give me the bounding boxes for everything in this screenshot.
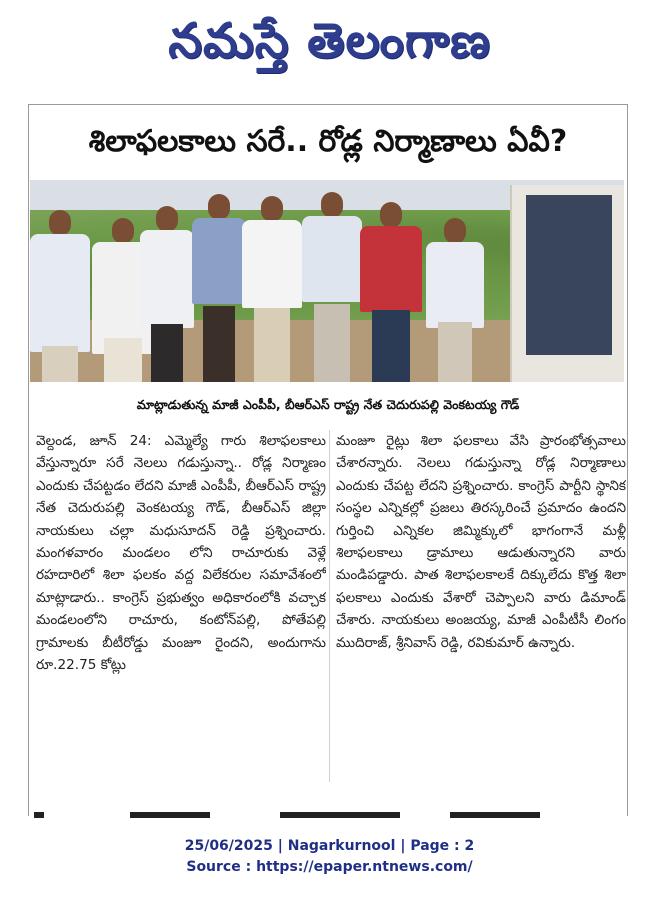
source-link[interactable]: Source : https://epaper.ntnews.com/	[186, 859, 473, 875]
article-body-right-column: మంజూ రైట్లు శిలా ఫలకాలు వేసి ప్రారంభోత్సవాలు చేశారన్నారు. నెలలు గడుస్తున్నా రోడ్ల నిర్మాణాలు ఎందుకు చేపట్ట లేదని ప్రశ్నించారు. కాంగ్రెస్ పార్టీని స్థానిక సంస్థల ఎన్నికల్లో ప్రజలు తిరస్కరించే ప్రమాదం ఉందని గుర్తించి ఎన్నికల జిమ్మిక్కులో భాగంగానే మళ్లీ శిలాఫలకాలు డ్రామాలు ఆడుతున్నారని వారు మండిపడ్డారు. పాత శిలాఫలకాలకే దిక్కులేదు కొత్త శిలా ఫలకాలు ఎందుకు వేశారో చెప్పాలని వారు డిమాండ్ చేశారు. నాయకులు అంజయ్య, మాజీ ఎంపీటీసీ లింగం ముదిరాజ్, శ్రీనివాస్ రెడ్డి, రవికుమార్ ఉన్నారు.	[336, 433, 626, 651]
cropped-next-article-edge	[30, 812, 626, 818]
person-figure	[192, 186, 246, 382]
masthead	[0, 6, 659, 76]
person-figure	[30, 192, 90, 382]
page-footer	[0, 836, 659, 878]
article-headline: శిలాఫలకాలు సరే.. రోడ్ల నిర్మాణాలు ఏవీ?	[88, 124, 568, 159]
article-photo	[30, 180, 624, 382]
person-figure	[360, 190, 422, 382]
person-figure	[242, 186, 302, 382]
person-figure	[426, 202, 484, 382]
column-divider	[329, 430, 330, 782]
plaque-inscription-panel	[526, 195, 612, 355]
newspaper-logo: నమస్తే తెలంగాణ	[168, 13, 491, 69]
edition-info: 25/06/2025 | Nagarkurnool | Page : 2	[184, 838, 475, 854]
photo-caption: మాట్లాడుతున్న మాజీ ఎంపీపీ, బీఆర్ఎస్ రాష్ట్ర నేత చెదురుపల్లి వెంకటయ్య గౌడ్	[136, 397, 520, 412]
person-figure	[140, 194, 194, 382]
person-figure	[302, 186, 362, 382]
foundation-stone-plaque	[510, 185, 624, 382]
article-body-left-column: వెల్దండ, జూన్ 24: ఎమ్మెల్యే గారు శిలాఫలకాలు వేస్తున్నారూ సరే నెలలు గడుస్తున్నా.. రోడ్ల నిర్మాణం ఎందుకు చేపట్టడం లేదని మాజీ ఎంపీపీ, బీఆర్ఎస్ రాష్ట్ర నేత చెదురుపల్లి వెంకటయ్య గౌడ్, బీఆర్ఎస్ జిల్లా నాయకులు చల్లా మధుసూదన్ రెడ్డి ప్రశ్నించారు. మంగళవారం మండలం లోని రాచూరుకు వెళ్లే రహదారిలో శిలా ఫలకం వద్ద విలేకరుల సమావేశంలో మాట్లాడారు.. కాంగ్రెస్ ప్రభుత్వం అధికారంలోకి వచ్చాక మండలంలోని రాచూరు, కంటోన్‌పల్లి, పోతేపల్లి గ్రామాలకు బీటీరోడ్డు మంజూ రైందని, అందుగాను రూ.22.75 కోట్లు	[36, 433, 326, 674]
